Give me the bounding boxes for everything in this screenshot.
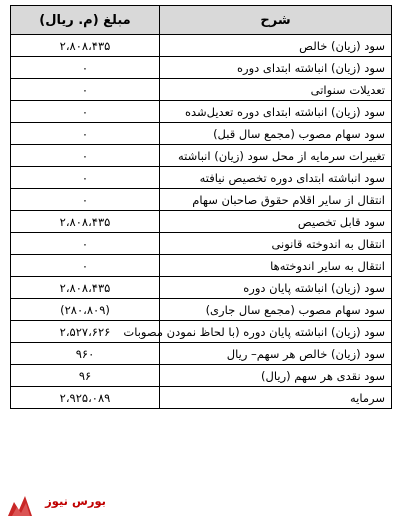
row-amount: ۰ xyxy=(11,79,160,101)
table-row xyxy=(11,255,392,277)
table-row xyxy=(11,277,392,299)
row-amount: ۰ xyxy=(11,233,160,255)
table-row xyxy=(11,211,392,233)
row-amount: ۰ xyxy=(11,123,160,145)
row-description: سود نقدی هر سهم (ریال) xyxy=(160,365,392,387)
row-description: سود سهام مصوب (مجمع سال جاری) xyxy=(160,299,392,321)
table-row xyxy=(11,101,392,123)
table-row xyxy=(11,387,392,409)
row-amount: (۲۸۰،۸۰۹) xyxy=(11,299,160,321)
table-row xyxy=(11,79,392,101)
row-description: انتقال به سایر اندوخته‌ها xyxy=(160,255,392,277)
row-description: تغییرات سرمایه از محل سود (زیان) انباشته xyxy=(160,145,392,167)
row-description: سود (زیان) خالص هر سهم– ریال xyxy=(160,343,392,365)
table-row xyxy=(11,123,392,145)
row-amount: ۲،۸۰۸،۴۳۵ xyxy=(11,277,160,299)
header-description: شرح xyxy=(160,6,392,35)
watermark-text: بورس نیوز xyxy=(45,494,106,508)
row-amount: ۰ xyxy=(11,145,160,167)
row-amount: ۹۶۰ xyxy=(11,343,160,365)
row-description: سود (زیان) انباشته پایان دوره xyxy=(160,277,392,299)
row-amount: ۰ xyxy=(11,101,160,123)
row-description: سود (زیان) انباشته ابتدای دوره تعدیل‌شده xyxy=(160,101,392,123)
header-amount: مبلغ (م. ریال) xyxy=(11,6,160,35)
table-row xyxy=(11,145,392,167)
row-description: سرمایه xyxy=(160,387,392,409)
row-amount: ۰ xyxy=(11,189,160,211)
row-amount: ۲،۹۲۵،۰۸۹ xyxy=(11,387,160,409)
row-description: سود قابل تخصیص xyxy=(160,211,392,233)
row-amount: ۰ xyxy=(11,57,160,79)
table-row xyxy=(11,365,392,387)
table-row xyxy=(11,233,392,255)
table-row xyxy=(11,57,392,79)
row-description: سود (زیان) خالص xyxy=(160,35,392,57)
table-row xyxy=(11,189,392,211)
row-description: تعدیلات سنواتی xyxy=(160,79,392,101)
bourse-news-logo-icon xyxy=(6,492,34,518)
row-amount: ۲،۵۲۷،۶۲۶ xyxy=(11,321,160,343)
row-description: سود (زیان) انباشته پایان دوره (با لحاظ نمودن مصوبات xyxy=(160,321,392,343)
row-amount: ۰ xyxy=(11,255,160,277)
row-amount: ۲،۸۰۸،۴۳۵ xyxy=(11,211,160,233)
table-header-row xyxy=(11,6,392,35)
row-description: سود انباشته ابتدای دوره تخصیص نیافته xyxy=(160,167,392,189)
row-amount: ۲،۸۰۸،۴۳۵ xyxy=(11,35,160,57)
income-table xyxy=(10,5,392,409)
row-amount: ۹۶ xyxy=(11,365,160,387)
table-row xyxy=(11,343,392,365)
table-row xyxy=(11,167,392,189)
row-description: انتقال به اندوخته قانونی xyxy=(160,233,392,255)
table-row xyxy=(11,321,392,343)
row-amount: ۰ xyxy=(11,167,160,189)
bourse-news-watermark xyxy=(6,488,106,520)
row-description: سود (زیان) انباشته ابتدای دوره xyxy=(160,57,392,79)
table-row xyxy=(11,299,392,321)
table-row xyxy=(11,35,392,57)
row-description: انتقال از سایر اقلام حقوق صاحبان سهام xyxy=(160,189,392,211)
row-description: سود سهام مصوب (مجمع سال قبل) xyxy=(160,123,392,145)
